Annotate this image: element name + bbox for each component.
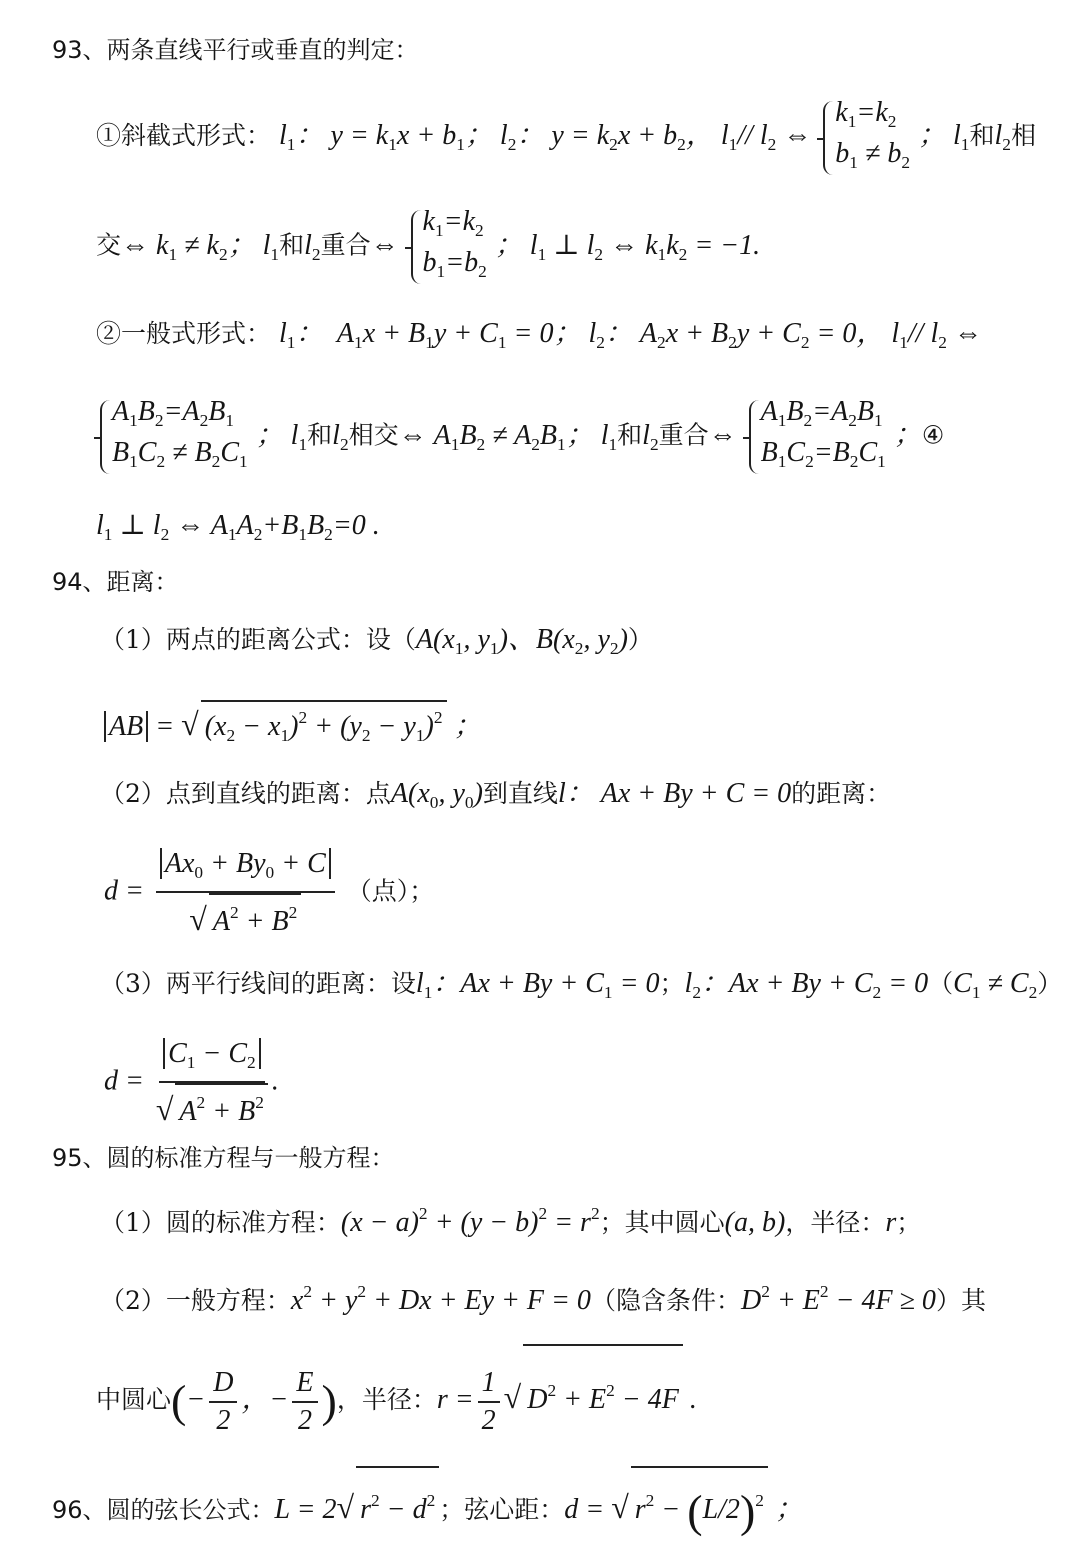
general-parallel-system: $A_1B_2=A_2B_1$ $B_1C_2 \ne B_2C_1$ — [96, 396, 248, 478]
section-95-title: 95、圆的标准方程与一般方程： — [52, 1144, 395, 1172]
point-line-distance-intro: （2）点到直线的距离：点$A(x_0$, $y_0$)到直线l： Ax + By + C = 0的距离： — [100, 778, 892, 812]
point-line-distance-formula: d = $\frac{Ax_0 + By_0 + C}{√ A^2 + B^2}$ （点）； — [104, 846, 434, 936]
section-96-line: 96、圆的弦长公式：L = 2√ $r^2 - d^2$ ；弦心距：d = √ $r^2 - (L/2)^2$ ； — [52, 1466, 803, 1532]
section-93-title: 93、两条直线平行或垂直的判定： — [52, 36, 419, 64]
circle-standard-equation: （1）圆的标准方程：$(x - a)^2 + (y - b)^2 = r^2$；其中圆心(a, b)，半径：r； — [100, 1204, 922, 1238]
fraction: $\frac{C_1 - C_2}{√ A^2 + B^2}$ — [156, 1036, 268, 1130]
general-form-conditions: $A_1B_2=A_2B_1$ $B_1C_2 \ne B_2C_1$ ； $l_1$和$l_2$相交⇔ $A_1B_2 \ne A_2B_1$； $l_1$和$l_2$重合⇔ $A_1B_2=A_2B_1$ $B_1C_2=B_2C_1$ ；④ — [96, 396, 944, 466]
section-94-title: 94、距离： — [52, 568, 179, 596]
parallel-lines-distance-intro: （3）两平行线间的距离：设$l_1$：$Ax + By + C_1 = 0$；$l_2$：$Ax + By + C_2 = 0(C_1 \ne C_2)$ — [100, 968, 1063, 1002]
circle-general-equation: （2）一般方程：$x^2 + y^2 + Dx + Ey + F = 0$（隐含条件：$D^2 + E^2 - 4F \ge 0$）其 — [100, 1282, 986, 1316]
two-point-distance-formula: AB = √ $(x_2 - x_1)^2 + (y_2 - y_1)^2$ ； — [104, 700, 482, 752]
formula: $l_1$： $y = k_1x + b_1$； $l_2$： $y = k_2x + b_2$， $l_1//$ $l_2$ ⇔ — [278, 120, 812, 154]
general-form-line: ②一般式形式： $l_1$： $A_1x + B_1y + C_1 = 0$； $l_2$： $A_2x + B_2y + C_2 = 0$， $l_1//$ $l_2$ ⇔ — [96, 318, 982, 352]
slope-intercept-line: ①斜截式形式： $l_1$： $y = k_1x + b_1$； $l_2$： $y = k_2x + b_2$， $l_1//$ $l_2$ ⇔ $k_1=k_2$ $b_1 \ne b_2$ ； $l_1$和$l_2$相 — [96, 96, 1036, 176]
general-coincide-system: $A_1B_2=A_2B_1$ $B_1C_2=B_2C_1$ — [745, 396, 886, 478]
coincide-system: $k_1=k_2$ $b_1=b_2$ — [407, 206, 487, 288]
section-96-title: 96、圆的弦长公式： — [52, 1496, 275, 1524]
perpendicular-general: $l_1$ ⊥ $l_2$ ⇔ $A_1A_2+B_1B_2=0$ . — [96, 510, 380, 544]
intersect-line: 交⇔ $k_1 \ne k_2$； $l_1$和$l_2$重合⇔ $k_1=k_2$ $b_1=b_2$ ； $l_1$ ⊥ $l_2$ ⇔ $k_1k_2 = -1$. — [96, 206, 760, 276]
parallel-lines-distance-formula: d = $\frac{C_1 - C_2}{√ A^2 + B^2}$ . — [104, 1036, 279, 1126]
circle-general-center-radius: 中圆心(− $\frac{D}{2}$ ，− $\frac{E}{2}$ )，半径：r = $\frac{1}{2}$ √ $D^2 + E^2 - 4F$ . — [96, 1344, 697, 1434]
two-point-distance-intro: （1）两点的距离公式：设（$A(x_1$, $y_1$)、$B(x_2$, $y_2$)） — [100, 624, 653, 658]
fraction: $\frac{Ax_0 + By_0 + C}{√ A^2 + B^2}$ — [156, 846, 335, 940]
parallel-system: $k_1=k_2$ $b_1 \ne b_2$ — [819, 97, 910, 179]
label: ①斜截式形式： — [96, 121, 272, 150]
